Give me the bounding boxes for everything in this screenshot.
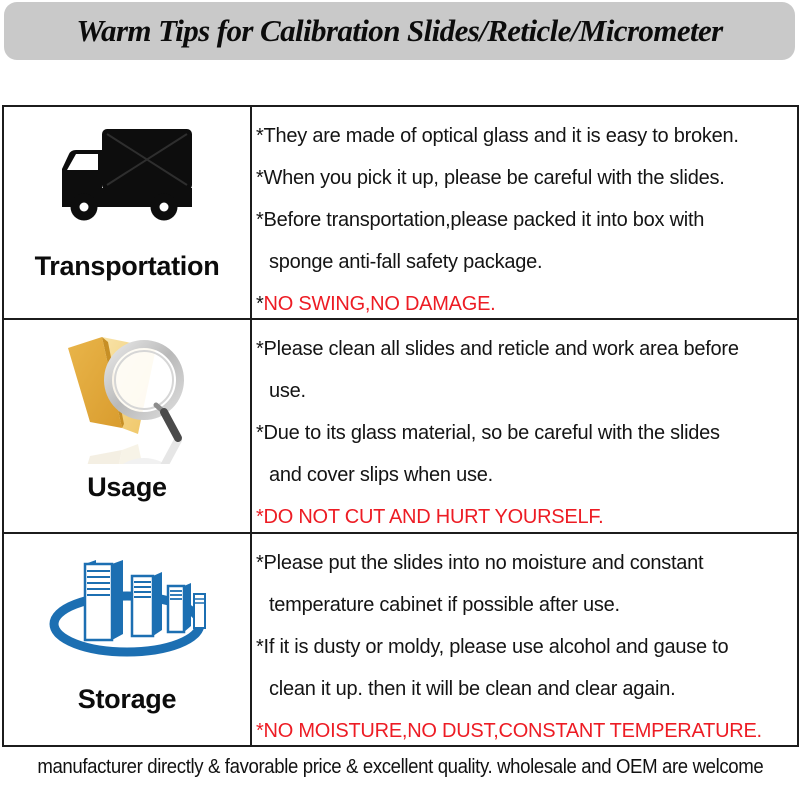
tip-text: They are made of optical glass and it is easy to broken. [263,125,739,147]
tip-line [256,542,795,584]
storage-tips [252,534,797,745]
table-row-transportation [4,107,797,320]
table-row-storage [4,534,797,745]
tip-text: NO SWING,NO DAMAGE. [263,293,496,315]
tip-text: Please clean all slides and reticle and work area before [263,338,739,361]
server-storage-icon [48,556,206,668]
page-title: Warm Tips for Calibration Slides/Reticle/Micrometer [76,13,723,48]
tip-star: * [256,422,264,445]
tip-line [256,115,795,157]
tip-line [256,454,795,496]
tip-star: * [256,167,264,189]
row-label-usage: Usage [87,472,167,503]
tip-star: * [256,293,264,315]
row-label-transportation: Transportation [34,251,220,281]
row-label-storage: Storage [77,683,177,714]
tip-line [256,283,795,318]
transportation-tips [252,107,797,318]
tip-text: NO MOISTURE,NO DUST,CONSTANT TEMPERATURE. [263,719,762,742]
folder-search-icon [52,332,202,464]
tip-text: If it is dusty or moldy, please use alcohol and gause to [263,635,729,658]
tip-line [256,241,795,283]
tip-text: When you pick it up, please be careful with the slides. [263,167,725,189]
tip-star: * [256,338,264,361]
tip-star: * [256,209,264,231]
tip-star: * [256,551,264,574]
tip-line [256,668,795,710]
tip-star: * [256,719,264,742]
tip-line [256,584,795,626]
table-row-usage [4,320,797,533]
tip-line [256,710,795,745]
tip-star: * [256,125,264,147]
tip-line [256,370,795,412]
truck-icon [61,129,193,229]
tip-text: DO NOT CUT AND HURT YOURSELF. [263,506,604,529]
tip-line [256,199,795,241]
transportation-icon-cell [4,107,252,318]
tip-star: * [256,635,264,658]
tip-text: and cover slips when use. [269,464,493,487]
tip-text: Please put the slides into no moisture and constant [263,551,704,574]
tip-text: use. [269,380,306,403]
tip-line [256,626,795,668]
tip-line [256,328,795,370]
usage-icon-cell [4,320,252,531]
tip-text: temperature cabinet if possible after use. [269,593,620,616]
usage-tips [252,320,797,531]
tip-line [256,157,795,199]
storage-icon-cell [4,534,252,745]
tip-text: Due to its glass material, so be careful with the slides [263,422,720,445]
header-banner [4,2,795,60]
tip-line [256,412,795,454]
tip-text: clean it up. then it will be clean and clear again. [269,677,676,700]
tip-text: sponge anti-fall safety package. [269,251,543,273]
footer-text: manufacturer directly & favorable price & excellent quality. wholesale and OEM are welcome [36,756,764,778]
tip-line [256,496,795,531]
tip-star: * [256,506,264,529]
footer [0,756,800,779]
tips-table [2,105,799,747]
tip-text: Before transportation,please packed it into box with [263,209,705,231]
